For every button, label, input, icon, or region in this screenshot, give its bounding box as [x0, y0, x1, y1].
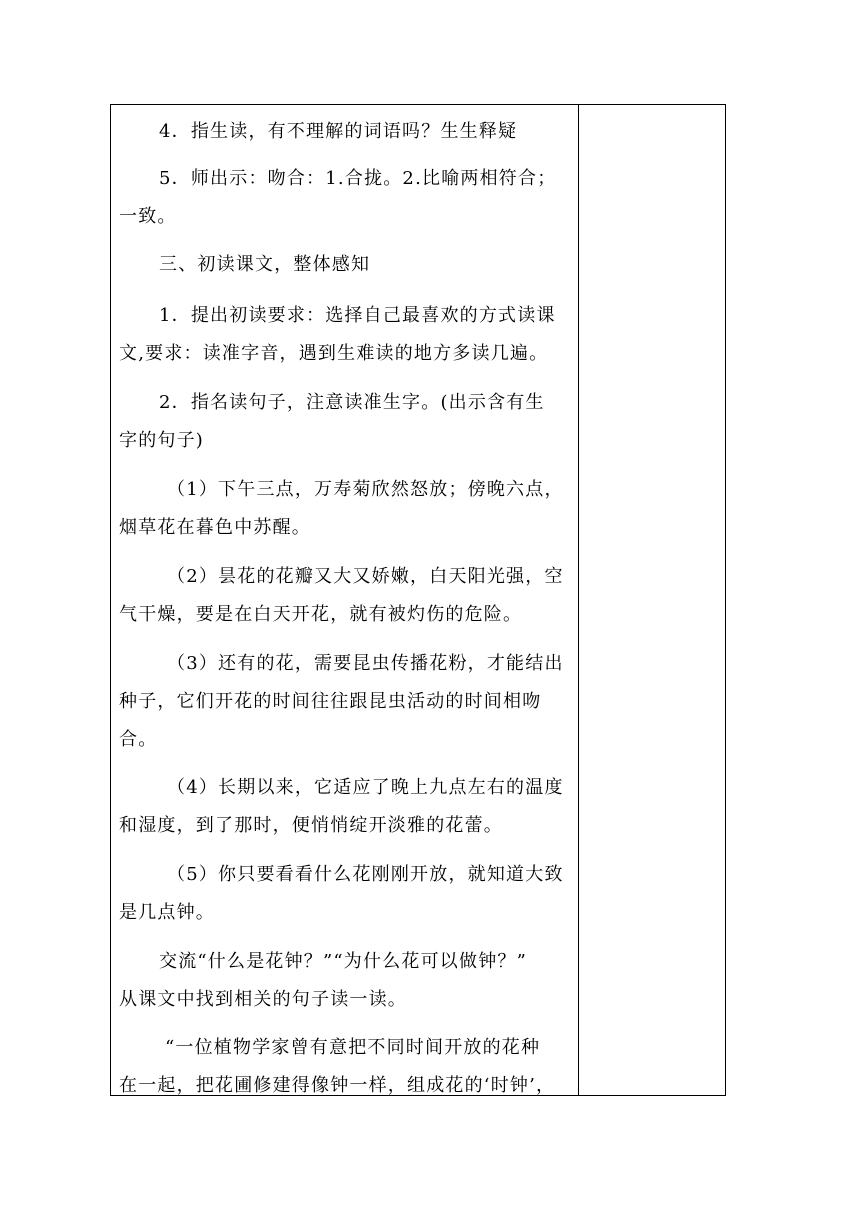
- text-line: 文,要求：读准字音，遇到生难读的地方多读几遍。: [119, 343, 549, 364]
- text-line: （3）还有的花，需要昆虫传播花粉，才能结出: [167, 653, 564, 674]
- text-line: 三、初读课文，整体感知: [159, 254, 371, 275]
- text-line: 1．提出初读要求：选择自己最喜欢的方式读课: [159, 305, 556, 326]
- lesson-table: [110, 104, 726, 1096]
- paragraph-reading-requirement: [119, 297, 571, 373]
- sentence-2: [119, 558, 571, 634]
- text-line: 在一起，把花圃修建得像钟一样，组成花的‘时钟’，: [119, 1075, 556, 1095]
- text-line: 2．指名读句子，注意读准生字。(出示含有生: [159, 392, 545, 413]
- text-line: “一位植物学家曾有意把不同时间开放的花种: [165, 1037, 541, 1058]
- section-heading: [119, 246, 571, 284]
- text-line: （5）你只要看看什么花刚刚开放，就知道大致: [167, 864, 564, 885]
- text-line: 是几点钟。: [119, 902, 215, 923]
- text-line: 烟草花在暮色中苏醒。: [119, 517, 311, 538]
- text-line: （4）长期以来，它适应了晚上九点左右的温度: [167, 777, 564, 798]
- paragraph-step-4: [119, 113, 571, 151]
- paragraph-discussion: [119, 943, 571, 1019]
- text-line: 种子，它们开花的时间往往跟昆虫活动的时间相吻: [119, 691, 542, 712]
- text-line: 从课文中找到相关的句子读一读。: [119, 989, 407, 1010]
- text-line: 和湿度，到了那时，便悄悄绽开淡雅的花蕾。: [119, 815, 503, 836]
- paragraph-read-sentences: [119, 384, 571, 460]
- notes-cell: [579, 105, 725, 1095]
- paragraph-step-5: [119, 160, 571, 236]
- text-line: （1）下午三点，万寿菊欣然怒放；傍晚六点，: [167, 479, 564, 500]
- text-line: 5．师出示：吻合：1.合拢。2.比喻两相符合；: [159, 168, 557, 189]
- paragraph-quote: [119, 1029, 571, 1095]
- lesson-content-cell: [111, 105, 578, 1095]
- text-line: 交流“什么是花钟？”“为什么花可以做钟？”: [159, 951, 528, 972]
- text-line: 合。: [119, 729, 158, 750]
- sentence-4: [119, 769, 571, 845]
- text-line: 字的句子): [119, 430, 205, 451]
- sentence-1: [119, 471, 571, 547]
- text-line: 一致。: [119, 206, 177, 227]
- text-line: 4．指生读，有不理解的词语吗？生生释疑: [159, 121, 518, 142]
- sentence-5: [119, 856, 571, 932]
- sentence-3: [119, 645, 571, 759]
- text-line: 气干燥，要是在白天开花，就有被灼伤的危险。: [119, 604, 523, 625]
- text-line: （2）昙花的花瓣又大又娇嫩，白天阳光强，空: [167, 566, 564, 587]
